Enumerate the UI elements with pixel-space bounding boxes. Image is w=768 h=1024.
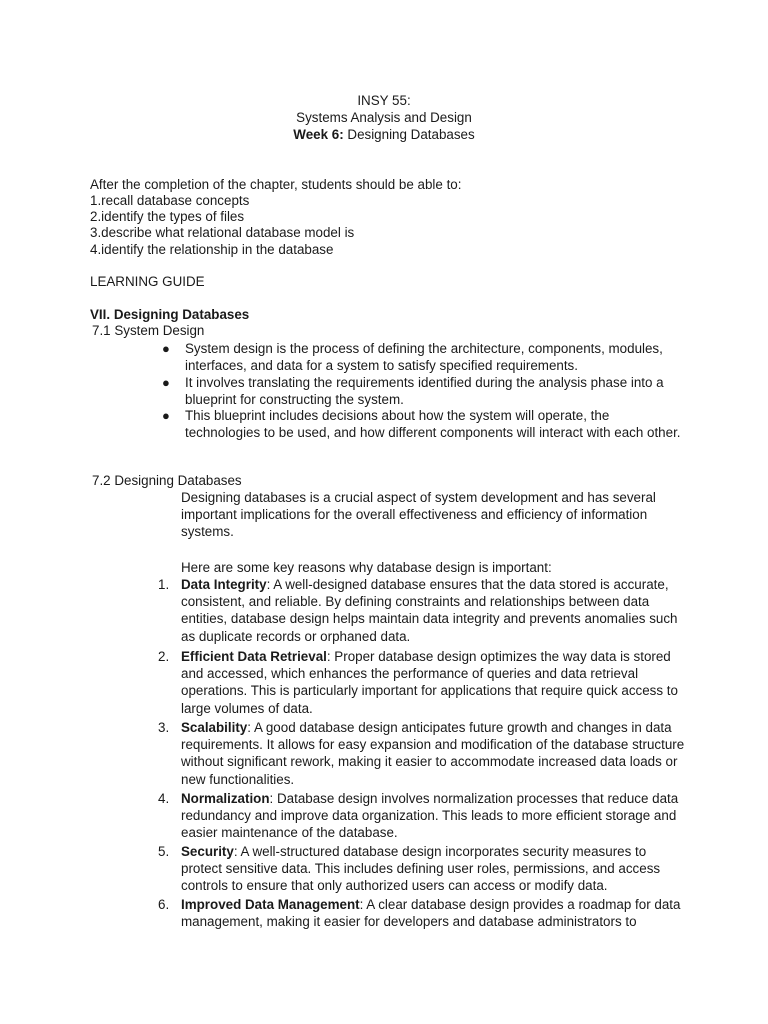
bullet-icon: ● xyxy=(162,341,170,356)
subsection-heading: 7.1 System Design xyxy=(92,323,205,338)
bullet-item: It involves translating the requirements identified during the analysis phase into a blueprint for constructing the system. xyxy=(185,375,664,408)
bullet-item: System design is the process of defining the architecture, components, modules, interfaces, and data for a system to satisfy specified requirements. xyxy=(185,341,663,374)
week-label: Week 6: xyxy=(293,127,344,142)
subsection-heading: 7.2 Designing Databases xyxy=(92,473,242,488)
list-item xyxy=(181,648,689,717)
bullet-icon: ● xyxy=(162,408,170,423)
objective-item: 4.identify the relationship in the database xyxy=(90,242,334,257)
item-term: Normalization xyxy=(181,791,270,806)
bullet-icon: ● xyxy=(162,375,170,390)
week-title xyxy=(0,126,768,143)
list-number: 1. xyxy=(158,577,170,592)
course-code: INSY 55: xyxy=(357,93,411,108)
list-number: 5. xyxy=(158,844,170,859)
intro-paragraph: Designing databases is a crucial aspect of system development and has several important implications for the overall effectiveness and efficiency of information systems. xyxy=(181,490,656,540)
item-text: : A clear database design provides a roadmap for data management, making it easier for developers and database administrators to xyxy=(181,897,681,930)
list-item xyxy=(181,576,689,645)
list-number: 2. xyxy=(158,649,170,664)
course-title: Systems Analysis and Design xyxy=(296,110,472,125)
item-term: Improved Data Management xyxy=(181,897,360,912)
list-item xyxy=(181,896,689,930)
list-number: 4. xyxy=(158,791,170,806)
list-number: 3. xyxy=(158,720,170,735)
item-term: Efficient Data Retrieval xyxy=(181,649,327,664)
bullet-item: This blueprint includes decisions about how the system will operate, the technologies to be used, and how different components will interact with each other. xyxy=(185,408,681,441)
objective-item: 1.recall database concepts xyxy=(90,193,250,208)
list-item xyxy=(181,719,689,788)
item-text: : Database design involves normalization processes that reduce data redundancy and improve data organization. This leads to more efficient storage and easier maintenance of the database. xyxy=(181,791,679,841)
item-text: : A well-designed database ensures that the data stored is accurate, consistent, and reliable. By defining constraints and relationships between data entities, database design helps maintain data integrity and prevents anomalies such as duplicate records or orphaned data. xyxy=(181,577,678,644)
list-item xyxy=(181,843,689,895)
list-item xyxy=(181,790,689,842)
item-term: Data Integrity xyxy=(181,577,267,592)
item-term: Scalability xyxy=(181,720,248,735)
learning-guide-heading: LEARNING GUIDE xyxy=(90,274,205,289)
item-text: : Proper database design optimizes the way data is stored and accessed, which enhances the performance of queries and data retrieval operations. This is particularly important for applications that require quick access to large volumes of data. xyxy=(181,649,678,716)
week-topic: Designing Databases xyxy=(343,127,475,142)
item-term: Security xyxy=(181,844,234,859)
objective-item: 2.identify the types of files xyxy=(90,209,245,224)
item-text: : A good database design anticipates future growth and changes in data requirements. It allows for easy expansion and modification of the database structure without significant rework, making it easier to accommodate increased data loads or new functionalities. xyxy=(181,720,685,787)
item-text: : A well-structured database design incorporates security measures to protect sensitive data. This includes defining user roles, permissions, and access controls to ensure that only authorized users can access or modify data. xyxy=(181,844,661,894)
reasons-lead: Here are some key reasons why database design is important: xyxy=(181,560,552,575)
section-title: VII. Designing Databases xyxy=(90,307,250,322)
objective-item: 3.describe what relational database model is xyxy=(90,225,355,240)
list-number: 6. xyxy=(158,897,170,912)
objectives-intro: After the completion of the chapter, students should be able to: xyxy=(90,177,462,192)
